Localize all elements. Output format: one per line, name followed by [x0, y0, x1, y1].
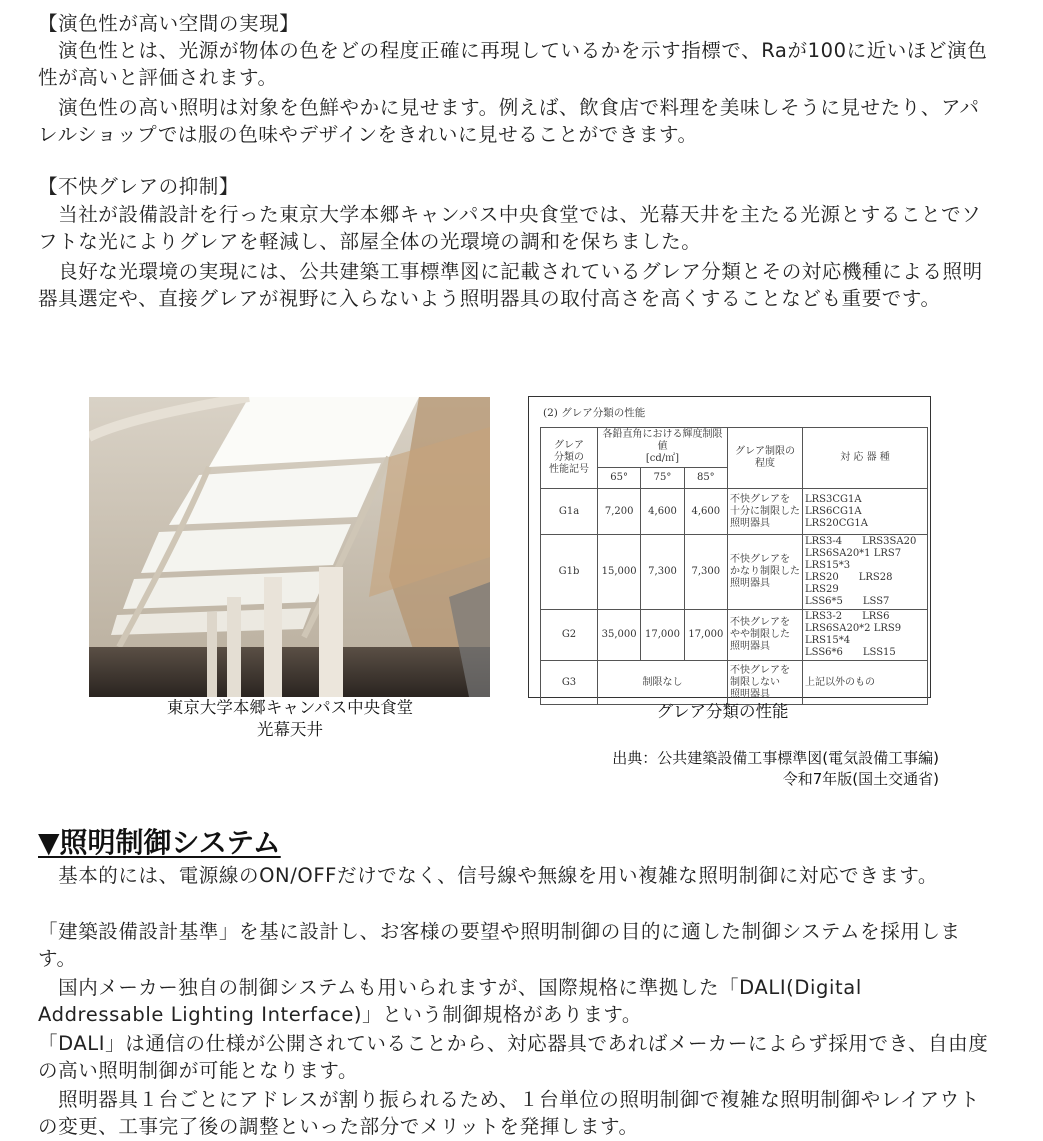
header-angle-85: 85° [684, 467, 727, 488]
glare-table-title: (2) グレア分類の性能 [543, 407, 646, 419]
paragraph-control-2: 「建築設備設計基準」を基に設計し、お客様の要望や照明制御の目的に適した制御システムを採用します。 [38, 920, 961, 970]
paragraph-glare-1: 当社が設備設計を行った東京大学本郷キャンパス中央食堂では、光幕天井を主たる光源とすることでソフトな光によりグレアを軽減し、部屋全体の光環境の調和を保ちました。 [38, 203, 982, 253]
row-degree [728, 610, 803, 661]
section-heading-glare: 【不快グレアの抑制】 [38, 175, 240, 198]
glare-classification-table [540, 427, 928, 705]
row-value-75: 7,300 [641, 535, 684, 610]
row-degree-line: 不快グレアを [730, 617, 790, 628]
row-models [803, 489, 928, 535]
row-model-line: 上記以外のもの [805, 676, 875, 688]
row-degree-line: 照明器具 [730, 517, 770, 529]
paragraph-control-5: 照明器具１台ごとにアドレスが割り振られるため、１台単位の照明制御で複雑な照明制御やレイアウトの変更、工事完了後の調整といった部分でメリットを発揮します。 [38, 1088, 980, 1138]
row-degree-line: 制限しない [730, 676, 780, 688]
header-class-line1: グレア [554, 440, 584, 451]
row-degree-line: 不快グレアを [730, 554, 790, 565]
header-luminance-cell [598, 428, 728, 468]
photo-caption-line1: 東京大学本郷キャンパス中央食堂 [166, 698, 414, 717]
row-value-85: 4,600 [684, 489, 727, 535]
row-value-75: 4,600 [641, 489, 684, 535]
row-degree [728, 489, 803, 535]
source-line2: 令和7年版(国土交通省) [782, 770, 939, 788]
row-value-65: 15,000 [598, 535, 641, 610]
row-model-line: LRS20CG1A [805, 517, 868, 529]
table-row [541, 610, 928, 661]
row-code: G2 [541, 610, 598, 661]
paragraph-control-4: 「DALI」は通信の仕様が公開されていることから、対応器具であればメーカーによらず採用でき、自由度の高い照明制御が可能となります。 [38, 1032, 989, 1082]
row-value-75: 17,000 [641, 610, 684, 661]
header-class-cell [541, 428, 598, 489]
paragraph-control-1: 基本的には、電源線のON/OFFだけでなく、信号線や無線を用い複雑な照明制御に対応できます。 [38, 864, 939, 887]
header-luminance: 各鉛直角における輝度制限値 [602, 429, 723, 453]
row-model-line: LRS3CG1A [805, 493, 862, 505]
header-models: 対 応 器 種 [803, 428, 928, 489]
header-class-line2: 分類の [554, 452, 584, 463]
row-code: G3 [541, 661, 598, 705]
row-degree-line: やや制限した [730, 629, 790, 640]
row-limit: 制限なし [598, 661, 728, 705]
table-caption: グレア分類の性能 [656, 702, 789, 721]
glare-classification-table-figure [528, 396, 931, 698]
row-value-65: 35,000 [598, 610, 641, 661]
row-model-line: LRS3-2 LRS6 [805, 611, 890, 622]
row-value-85: 17,000 [684, 610, 727, 661]
table-row [541, 661, 928, 705]
row-degree-line: かなり制限した [730, 566, 800, 577]
row-models [803, 535, 928, 610]
cafeteria-ceiling-illustration [89, 397, 490, 697]
source-line1: 出典：公共建築設備工事標準図(電気設備工事編) [612, 749, 939, 767]
paragraph-control-3: 国内メーカー独自の制御システムも用いられますが、国際規格に準拠した「DALI(Digital Addressable Lighting Interface)」という制御規格があります。 [38, 976, 869, 1026]
row-model-line: LSS6*5 LSS7 [805, 596, 890, 607]
row-models [803, 610, 928, 661]
row-degree-line: 不快グレアを [730, 664, 790, 676]
cafeteria-ceiling-photo [89, 397, 490, 697]
row-model-line: LRS6SA20*2 LRS9 LRS15*4 [805, 623, 912, 646]
photo-caption-line2: 光幕天井 [257, 720, 323, 739]
row-code: G1b [541, 535, 598, 610]
row-degree [728, 535, 803, 610]
paragraph-color-rendering-2: 演色性の高い照明は対象を色鮮やかに見せます。例えば、飲食店で料理を美味しそうに見せたり、アパレルショップでは服の色味やデザインをきれいに見せることができます。 [38, 96, 980, 146]
header-class-line3: 性能記号 [549, 464, 589, 475]
section-title-lighting-control: ▼照明制御システム [38, 826, 281, 859]
header-unit: [cd/㎡] [645, 453, 680, 465]
header-angle-75: 75° [641, 467, 684, 488]
row-degree-line: 照明器具 [730, 641, 770, 652]
row-degree-line: 不快グレアを [730, 493, 790, 505]
paragraph-glare-2: 良好な光環境の実現には、公共建築工事標準図に記載されているグレア分類とその対応機種による照明器具選定や、直接グレアが視野に入らないよう照明器具の取付高さを高くすることなども重要です。 [38, 260, 983, 310]
row-degree-line: 照明器具 [730, 578, 770, 589]
row-model-line: LRS6SA20*1 LRS7 LRS15*3 [805, 548, 912, 571]
header-degree-cell [728, 428, 803, 489]
row-model-line: LRS6CG1A [805, 505, 862, 517]
paragraph-color-rendering-1: 演色性とは、光源が物体の色をどの程度正確に再現しているかを示す指標で、Raが100に近いほど演色性が高いと評価されます。 [38, 39, 988, 89]
row-value-85: 7,300 [684, 535, 727, 610]
header-degree-line2: 程度 [755, 458, 775, 469]
row-code: G1a [541, 489, 598, 535]
row-model-line: LRS20 LRS28 LRS29 [805, 572, 893, 595]
section-heading-color-rendering: 【演色性が高い空間の実現】 [38, 12, 300, 35]
table-row [541, 489, 928, 535]
header-angle-65: 65° [598, 467, 641, 488]
row-degree-line: 照明器具 [730, 688, 770, 700]
header-degree-line1: グレア制限の [735, 446, 795, 457]
row-degree [728, 661, 803, 705]
row-degree-line: 十分に制限した [730, 505, 800, 517]
row-value-65: 7,200 [598, 489, 641, 535]
row-model-line: LSS6*6 LSS15 [805, 647, 896, 658]
row-models [803, 661, 928, 705]
row-model-line: LRS3-4 LRS3SA20 [805, 536, 917, 547]
table-row [541, 535, 928, 610]
